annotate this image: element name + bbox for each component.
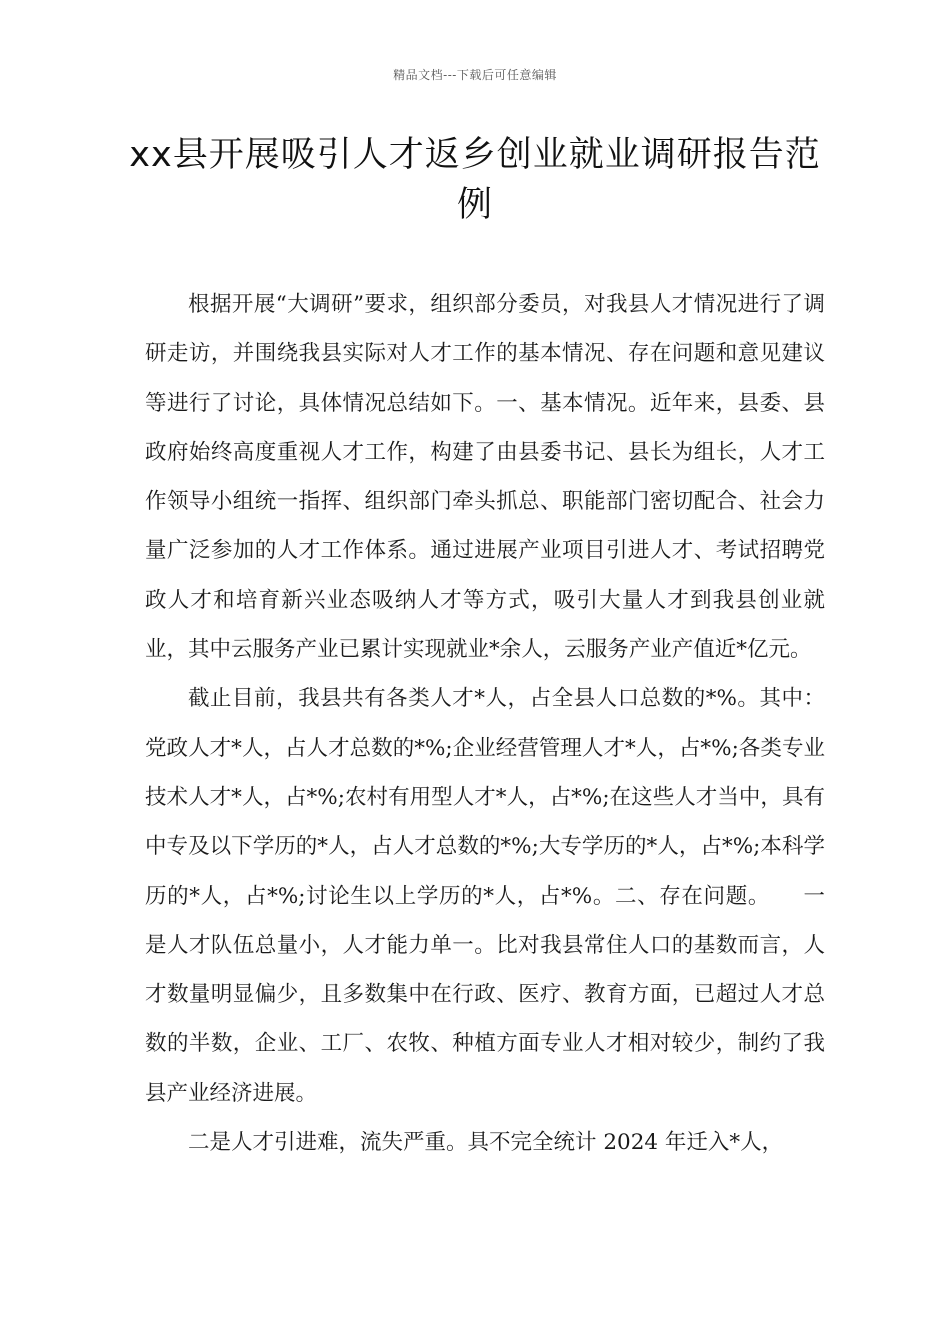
document-title: xx县开展吸引人才返乡创业就业调研报告范例 [129, 135, 821, 225]
document-body [145, 280, 825, 1167]
paragraph-talent-statistics: 截止目前，我县共有各类人才*人，占全县人口总数的*%。其中：党政人才*人，占人才总数的*%;企业经营管理人才*人，占*%;各类专业技术人才*人，占*%;农村有用型人才*人，占*%;在这些人才当中，具有中专及以下学历的*人，占人才总数的*%;大专学历的*人，占*%;本科学历的*人，占*%;讨论生以上学历的*人，占*%。二、存在问题。 一是人才队伍总量小，人才能力单一。比对我县常住人口的基数而言，人才数量明显偏少，且多数集中在行政、医疗、教育方面，已超过人才总数的半数，企业、工厂、农牧、种植方面专业人才相对较少，制约了我县产业经济进展。 [145, 686, 825, 1106]
paragraph-talent-introduction: 二是人才引进难，流失严重。具不完全统计 2024 年迁入*人， [188, 1130, 784, 1156]
header-note: 精品文档---下载后可任意编辑 [393, 68, 557, 82]
paragraph-basic-situation: 根据开展“大调研”要求，组织部分委员，对我县人才情况进行了调研走访，并围绕我县实际对人才工作的基本情况、存在问题和意见建议等进行了讨论，具体情况总结如下。一、基本情况。近年来，县委、县政府始终高度重视人才工作，构建了由县委书记、县长为组长，人才工作领导小组统一指挥、组织部门牵头抓总、职能部门密切配合、社会力量广泛参加的人才工作体系。通过进展产业项目引进人才、考试招聘党政人才和培育新兴业态吸纳人才等方式，吸引大量人才到我县创业就业，其中云服务产业已累计实现就业*余人，云服务产业产值近*亿元。 [145, 292, 825, 663]
